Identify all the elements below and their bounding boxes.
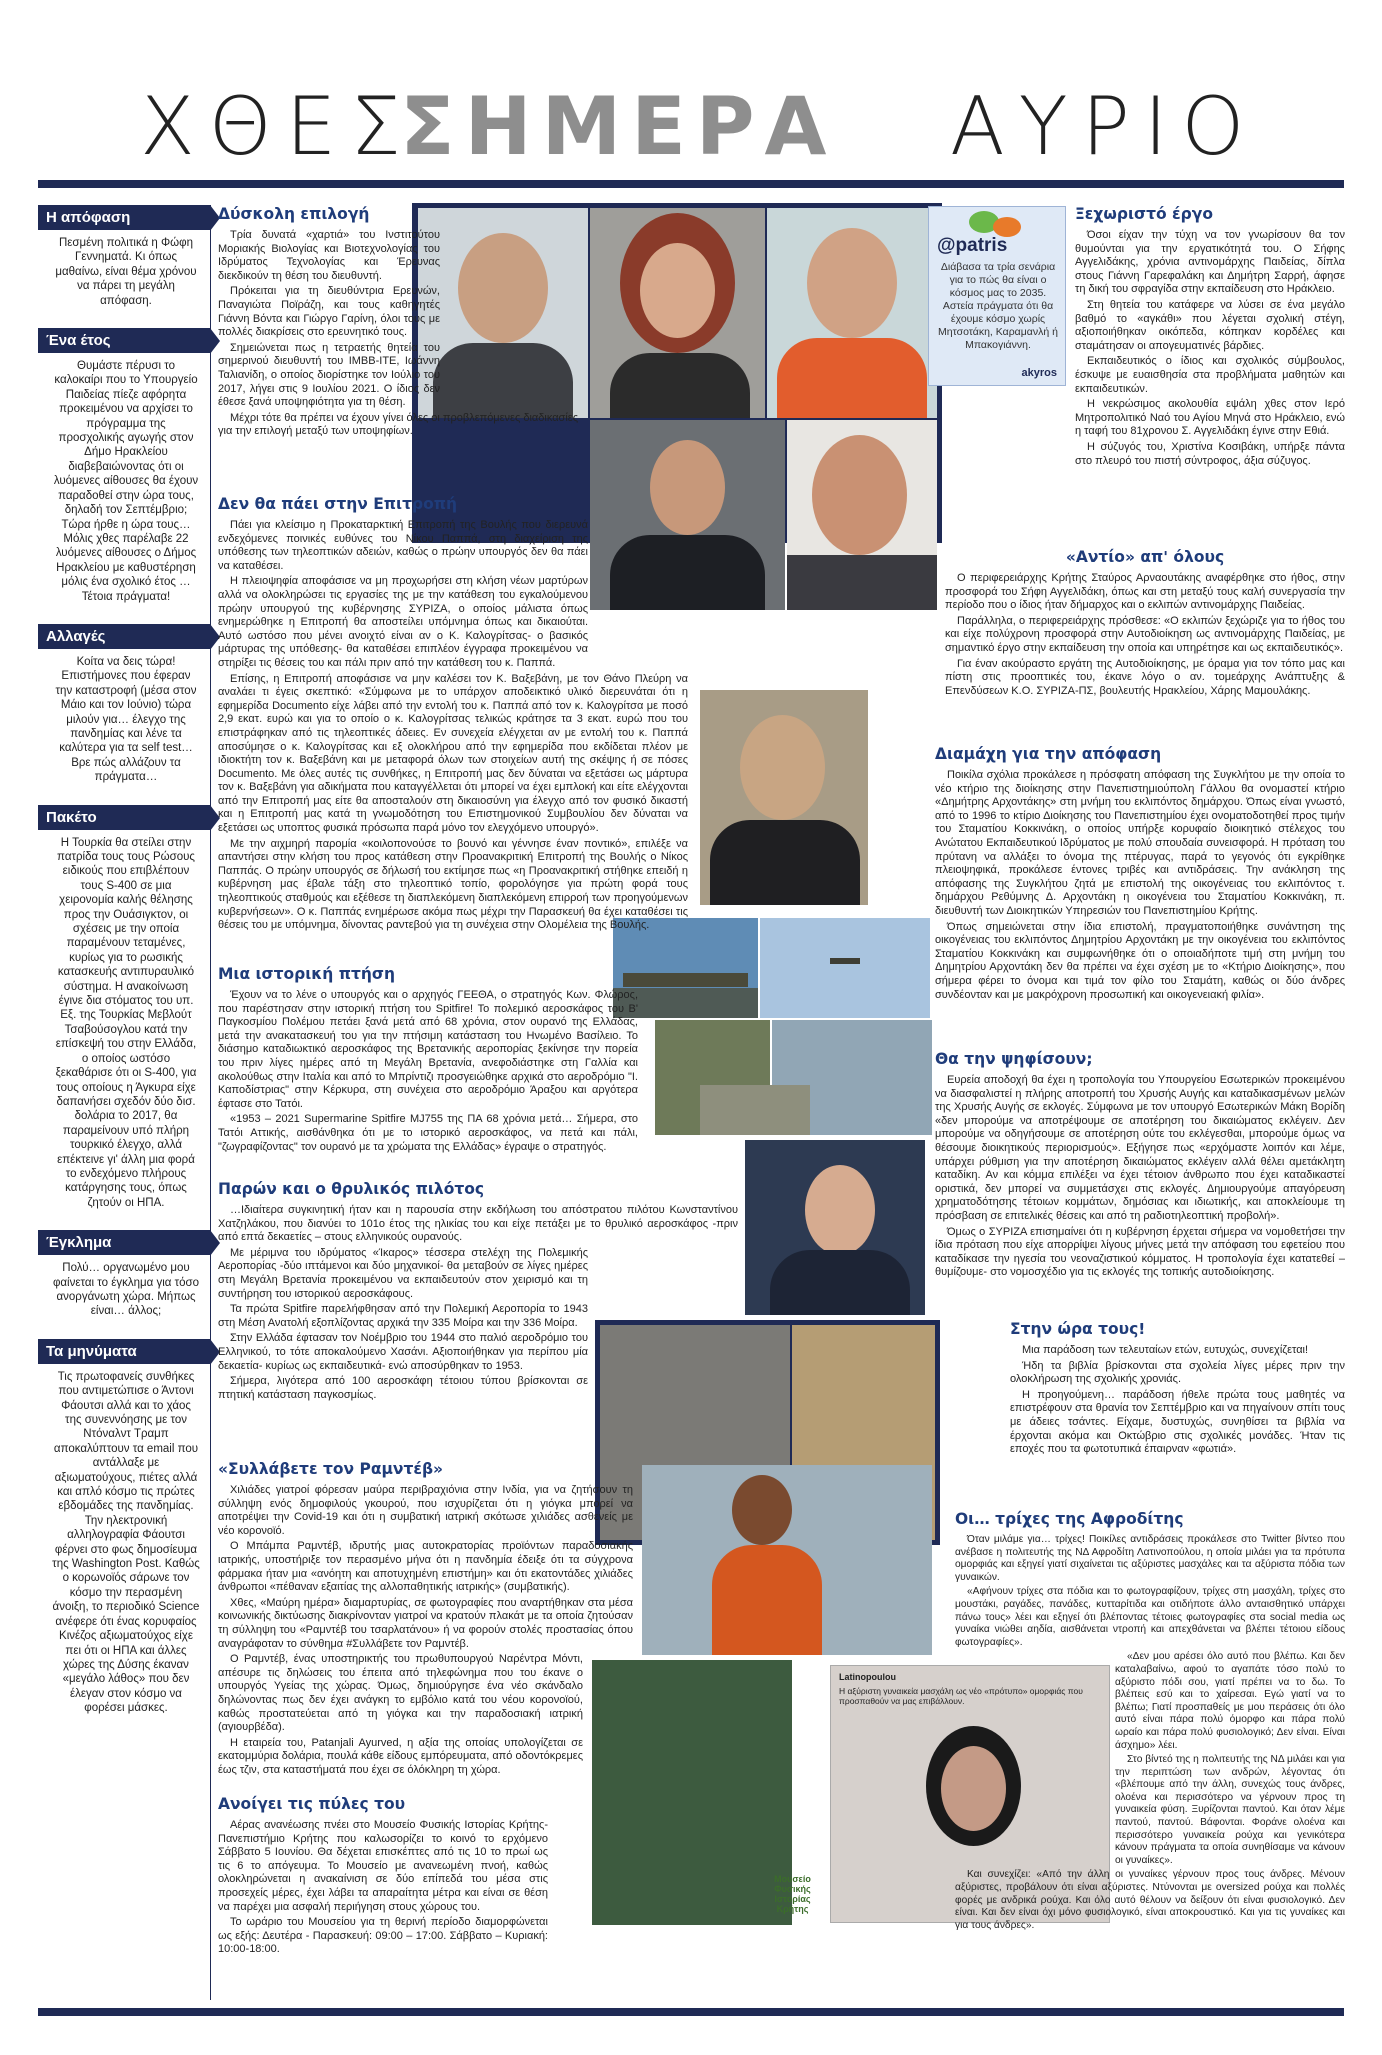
sidebar-heading: Έγκλημα bbox=[38, 1230, 210, 1255]
article-para: Έχουν να το λένε ο υπουργός και ο αρχηγός ΓΕΕΘΑ, ο στρατηγός Κων. Φλώρος, που παρέστησαν στην ιστορική πτήση του Spitfire! Το πολεμικό αεροσκάφος του Β' Παγκοσμίου Πολέμου πετάει ξανά μετά από 68 χρόνια, στον ουρανό της Ελλάδας, μετά την ανακατασκευή του για την πτήσιμη κατάσταση του Ηνωμένο Βασίλειο. Το διάσημο καταδιωκτικό αεροσκάφος της Βρετανικής αεροπορίας ξεκίνησε την πορεία του πριν λίγες ημέρες από τη Μεγάλη Βρετανία, ανεφοδιάστηκε στη Γαλλία και ακολούθως στην Ιταλία και από το Μπρίντιζι προσγειώθηκε αρχικά στο αεροδρόμιο "Ι. Καποδίστριας" στην Κέρκυρα, στη συνέχεια στο αεροδρόμιο Άραξου και αργότερα έφτασε στο Τατόι. bbox=[218, 989, 638, 1110]
sidebar-heading: Η απόφαση bbox=[38, 205, 210, 230]
article-istoriki-ptisi bbox=[218, 965, 638, 1156]
article-title: Δύσκολη επιλογή bbox=[218, 205, 370, 223]
article-para: …Ιδιαίτερα συγκινητική ήταν και η παρουσία στην εκδήλωση του απόστρατου πιλότου Κωνσταντίνου Χατζηλάκου, που διανύει το 101ο έτος της ηλικίας του και είχε πετάξει με το θρυλικό αεροσκάφος -πριν από επτά δεκαετίες – στους ελληνικούς ουρανούς. bbox=[218, 1204, 738, 1244]
sidebar-text: Θυμάστε πέρυσι το καλοκαίρι που το Υπουργείο Παιδείας πίεζε αφόρητα προκειμένου να αρχίσει το πρόγραμμα της προσχολικής αγωγής στον Δήμο Ηρακλείου διαβεβαιώνοντας ότι οι λυόμενες αίθουσες θα έχουν παραδοθεί στην ώρα τους, δηλαδή τον Σεπτέμβριο; Τώρα ήρθε η ώρα τους… Μόλις χθες παρέλαβε 22 λυόμενες αίθουσες ο Δήμος Ηρακλείου με καθυστέρηση μόλις ένα σχολικό έτος … Τέτοια πράγματα! bbox=[53, 360, 199, 603]
sidebar-heading: Ένα έτος bbox=[38, 328, 210, 353]
sidebar-text: Πολύ… οργανωμένο μου φαίνεται το έγκλημα για τόσο ανοργάνωτη χώρα. Μήπως είναι… άλλος; bbox=[52, 1262, 200, 1318]
sidebar-section bbox=[38, 805, 210, 1217]
article-para: Για έναν ακούραστο εργάτη της Αυτοδιοίκησης, με όραμα για τον τόπο μας και πίστη στις προοπτικές του, έκανε λόγο ο αν. τομεάρχης Ανάπτυξης & Επενδύσεων Κ.Ο. ΣΥΡΙΖΑ-ΠΣ, βουλευτής Ηρακλείου, Χάρης Μαμουλάκης. bbox=[945, 657, 1345, 697]
sidebar-text: Η Τουρκία θα στείλει στην πατρίδα τους τους Ρώσους ειδικούς που επιβλέπουν τους S-400 σε μια χειρονομία καλής θέλησης προς την Ουάσιγκτον, οι σχέσεις με την οποία παραμένουν τεταμένες, κυρίως για το ρωσικής κατασκευής αντιπυραυλικό σύστημα. Η ανακοίνωση έγινε δια στόματος του υπ. Εξ. της Τουρκίας Μεβλούτ Τσαβούσογλου κατά την επίσκεψή του στην Ελλάδα, ο οποίος ωστόσο ξεκαθάρισε ότι οι S-400, για τους οποίους η Άγκυρα είχε δαπανήσει σχεδόν δύο δισ. δολάρια το 2017, θα παραμείνουν υπό πλήρη τουρκικό έλεγχο, αλλά επέκτεινε γι' άλλη μια φορά το ενδεχόμενο πλήρους κατάργησης τους, όπως ζητούν οι ΗΠΑ. bbox=[55, 836, 197, 1209]
top-rule bbox=[38, 180, 1344, 188]
article-para: Χιλιάδες γιατροί φόρεσαν μαύρα περιβραχιόνια στην Ινδία, για να ζητήσουν τη σύλληψη ενός δημοφιλούς γκουρού, που ισχυρίζεται ότι η γιόγκα μπορεί να αποτρέψει την Covid-19 και ότι η συμβατική ιατρική σκότωσε χιλιάδες ασθενείς με νέο κορονοϊό. bbox=[218, 1484, 633, 1537]
article-para: Τρία δυνατά «χαρτιά» του Ινστιτούτου Μοριακής Βιολογίας και Βιοτεχνολογίας του Ιδρύματος Τεχνολογίας και Έρευνας διεκδικούν τη θέση του διευθυντή. bbox=[218, 229, 440, 282]
article-para: Ευρεία αποδοχή θα έχει η τροπολογία του Υπουργείου Εσωτερικών προκειμένου να διασφαλιστεί η πλήρης αποτροπή του Χρυσής Αυγής και καταδικασμένων μελών της Χρυσής Αυγής σε εκλογές. Σύμφωνα με τον υπουργό Εσωτερικών Μάκη Βορίδη «δεν μπορούμε να αποτρέψουμε σε αποτέρηση του δικαιώματος εκλέγειν. Δεν μπορούμε να οδηγήσουμε σε αποτέρηση ούτε του εκλέγεσθαι, μπορούμε όμως να θέσουμε διοικητικούς περιορισμούς». Εξήγησε πως «ερχόμαστε λοιπόν και λέμε, υπάρχει ρύθμιση για την αποτέρηση δικαιώματος εκλέγειν αλλά θέλει αμετάκλητη καταδίκη. Αν και κόμμα επιλέξει να έχει τέτοιον άνθρωπο που έχει καταδικαστεί οριστικά, δεν μπορεί να συμμετάσχει στις εκλογές. Δημιουργούμε απαγόρευση χρηματοδότησης τέτοιων κομμάτων, δημόσιας και ιδιωτικής, και αποκλείουμε τη πρόσβαση σε επιτελικές θέσεις και από τη ραδιοτηλεοπτική προβολή». bbox=[935, 1074, 1345, 1222]
article-title: Δεν θα πάει στην Επιτροπή bbox=[218, 495, 458, 513]
article-para: Όσοι είχαν την τύχη να τον γνωρίσουν θα τον θυμούνται για την εργατικότητά του. Ο Σήφης Αγγελιδάκης, χρόνια αντινομάρχης Παιδείας, δίπλα στους Γιάννη Γαρεφαλάκη και Δημήτρη Σαρρή, άφησε τη δική του σφραγίδα στην εκπαίδευση στο Ηράκλειο. bbox=[1075, 229, 1345, 296]
article-title: Θα την ψηφίσουν; bbox=[935, 1050, 1093, 1068]
article-para: Η νεκρώσιμος ακολουθία εψάλη χθες στον Ιερό Μητροπολιτικό Ναό του Αγίου Μηνά στο Ηράκλειο, ενώ η ταφή του 81χρονου Σ. Αγγελιδάκη έγινε στην Εθιά. bbox=[1075, 398, 1345, 438]
article-para: Η εταιρεία του, Patanjali Ayurved, η αξία της οποίας υπολογίζεται σε εκατομμύρια δολάρια, πουλά κάθε είδους εμπόρευματα, από οδοντόκρεμες έως τζιν, στα καταστήματά που έχει σε όλόκληρη τη χώρα. bbox=[218, 1736, 583, 1776]
sidebar-text: Πεσμένη πολιτικά η Φώφη Γεννηματά. Κι όπως μαθαίνω, είναι θέμα χρόνου να πάρει τη μεγάλη απόφαση. bbox=[55, 237, 197, 307]
museum-logo: Μουσείο Φυσικής Ιστορίας Κρήτης bbox=[774, 1874, 811, 1914]
portrait-photo bbox=[418, 208, 588, 418]
article-para: Το ωράριο του Μουσείου για τη θερινή περίοδο διαμορφώνεται ως εξής: Δευτέρα - Παρασκευή: 09:00 – 17:00. Σάββατο – Κυριακή: 10:00-18:00. bbox=[218, 1916, 548, 1956]
article-title: Παρών και ο θρυλικός πιλότος bbox=[218, 1180, 485, 1198]
masthead-word-avrio: ΑΥΡΙΟ bbox=[950, 80, 1259, 173]
portrait-photo bbox=[787, 420, 937, 610]
patris-box bbox=[928, 206, 1066, 386]
article-para: Και συνεχίζει: «Από την άλλη οι γυναίκες γέρνουν προς τους άνδρες. Μένουν αξύριστες, προβάλουν ότι είναι αξύριστες. Ντύνονται με oversized ρούχα και πολλές φορές με ανδρικά ρούχα. Και όλο αυτό θέλουν να δείξουν ότι είναι φυσιολογικό. Δεν είναι. Και δεν είναι όχι μόνο φυσιολογικό, είναι αποκρουστικό. Και για τις γυναίκες και για τους άνδρες». bbox=[955, 1869, 1345, 1931]
sidebar-section bbox=[38, 205, 210, 314]
article-para: Σήμερα, λιγότερα από 100 αεροσκάφη τέτοιου τύπου βρίσκονται σε πτητική κατάσταση παγκοσμίως. bbox=[218, 1375, 588, 1401]
article-para: «Αφήνουν τρίχες στα πόδια και το φωτογραφίζουν, τρίχες στη μασχάλη, τρίχες στο μουστάκι, ραγάδες, πανάδες, κυτταρίτιδα και οτιδήποτε άλλο ανταισθητικό υπάρχει πάνω τους» λέει και εξηγεί ότι βλέποντας τέτοιες φωτογραφίες στα social media ως γυναίκα νιώθει αηδία, αισθάνεται ντροπή και απεχθάνεται να βλέπει τέτοιου είδους φωτογραφίες». bbox=[955, 1586, 1345, 1648]
sidebar-section bbox=[38, 1230, 210, 1325]
bottom-rule bbox=[38, 2008, 1344, 2016]
article-para: «1953 – 2021 Supermarine Spitfire MJ755 της ΠΑ 68 χρόνια μετά… Σήμερα, στο Τατόι Αττικής, αισθάνθηκα ότι με το ιστορικό αεροσκάφος, να πετά και πάλι, "ζωγραφίζοντας" τον ουρανό με τα χρώματα της Ελλάδας» έγραψε ο στρατηγός. bbox=[218, 1113, 638, 1153]
article-para: Με μέριμνα του ιδρύματος «Ίκαρος» τέσσερα στελέχη της Πολεμικής Αεροπορίας -δύο ιπτάμενοι και δύο μηχανικοί- θα μεταβούν σε λίγες ημέρες στη Μεγάλη Βρετανία προκειμένου να εκπαιδευτούν στον χειρισμό και τη συντήρηση του ιστορικού αεροσκάφους. bbox=[218, 1246, 588, 1300]
article-para: Όταν μιλάμε για… τρίχες! Ποικίλες αντιδράσεις προκάλεσε στο Twitter βίντεο που ανέβασε η πολιτευτής της ΝΔ Αφροδίτη Λατινοπούλου, η οποία μιλάει για τα πρότυπα ομορφιάς και εξηγεί γιατί σιχαίνεται τις αξύριστες μασχάλες και τα αξύριστα πόδια των γυναικών. bbox=[955, 1534, 1345, 1583]
masthead-word-xthes: ΧΘΕΣ bbox=[140, 80, 415, 173]
article-para: Στη θητεία του κατάφερε να λύσει σε ένα μεγάλο βαθμό το «αγκάθι» που λέγεται σχολική στέγη, αξιοποιήθηκαν οικόπεδα, κόπηκαν κορδέλες και σταμάτησαν οι απογευματινές βάρδιες. bbox=[1075, 298, 1345, 352]
article-para: Στο βίντεό της η πολιτευτής της ΝΔ μιλάει και για την περιπτώση των ανδρών, λέγοντας ότι «βλέπουμε από την άλλη, συνεχώς τους άνδρες, ολοένα και περισσότερο να γέρνουν προς τη γυναικεία φύση. Ξυρίζονται παντού. Και όταν λέμε παντού, παντού. Βάφονται. Φοράνε ολοένα και περισσότερο γυναικεία ρούχα και γενικότερα κάνουν πράγματα τα οποία συνηθίσαμε να κάνουν οι γυναίκες». bbox=[1115, 1754, 1345, 1866]
article-den-tha-paei bbox=[218, 495, 688, 935]
article-para: Όπως σημειώνεται στην ίδια επιστολή, πραγματοποιήθηκε συνάντηση της οικογένειας του εκλιπόντος Δημητρίου Αρχοντάκη με την οικογένεια του εκλιπόντος Σταματίου Κοκκινάκη και συμφωνήθηκε ότι ο οποιαδήποτε τιμή στη μνήμη του Δημητρίου Αρχοντάκη δεν θα πρέπει να έχει σχέση με το «Κτήριο Διοίκησης», που σήμερα φέρει το όνομα και τιμά τον φίλο του Σταμάτη, καθώς οι δύο άνδρες συνδέονταν και με μακρόχρονη προσωπική και οικογενειακή φιλία». bbox=[935, 920, 1345, 1001]
patris-title: @patris bbox=[937, 235, 1008, 256]
masthead bbox=[0, 0, 1382, 180]
article-para: Αέρας ανανέωσης πνέει στο Μουσείο Φυσικής Ιστορίας Κρήτης-Πανεπιστήμιο Κρήτης που καλωσορίζει το κοινό το ερχόμενο Σάββατο 5 Ιουνίου. Θα δέχεται επισκέπτες από τις 10 το πρωί ως τις 6 το απόγευμα. Το Μουσείο με ανανεωμένη πνοή, καθώς ολοκληρώνεται η ανακαίνιση σε δύο επίπεδά του μέσα στις προσεχείς μέρες, έχει λάβει τα απαραίτητα μέτρα και είναι σε θέση να παρέχει μια ασφαλή περιήγηση στους χώρους του. bbox=[218, 1819, 548, 1913]
article-para: Ο Μπάμπα Ραμντέβ, ιδρυτής μιας αυτοκρατορίας προϊόντων παραδοσιακής ιατρικής, υποστήριξε τον περασμένο μήνα ότι η πανδημία έδειξε ότι τα σύγχρονα φάρμακα ήταν μια «ανόητη και αποτυχημένη επιστήμη» και ότι εκατοντάδες χιλιάδες άνθρωποι «πέθαναν εξαιτίας της αλλοπαθητικής ιατρικής» (συμβατικής). bbox=[218, 1540, 633, 1594]
article-title: Στην ώρα τους! bbox=[1010, 1320, 1146, 1338]
article-thrylikos-pilotos bbox=[218, 1180, 738, 1404]
article-title: Ανοίγει τις πύλες του bbox=[218, 1795, 406, 1813]
masthead-word-simera: ΣΗΜΕΡΑ bbox=[400, 80, 837, 173]
ceremony-photo bbox=[700, 1085, 810, 1135]
article-para: Η πλειοψηφία αποφάσισε να μη προχωρήσει στη κλήση νέων μαρτύρων αλλά να ολοκληρώσει τις εργασίες της με την κατάθεση του εγκαλούμενου πρώην υπουργού της κυβέρνησης ΣΥΡΙΖΑ, ο οποίος μάλιστα όπως ενημερώθηκε η Επιτροπή θα αποστείλει υπόμνημα όπως και δικαιούται. Αυτό ωστόσο που μένει ανοιχτό είναι αν ο Κ. Καλογρίτσας- ο βασικός μάρτυρας της υπόθεσης- θα καταθέσει επιπλέον έγγραφα προκειμένου να στηρίξει τις θέσεις του και πάλι πριν από την κατάθεση του κ. Παππά. bbox=[218, 575, 588, 669]
tweet-text: Η αξύριστη γυναικεία μασχάλη ως νέο «πρότυπο» ομορφιάς που προσπαθούν να μας επιβάλλουν. bbox=[839, 1686, 1083, 1706]
article-para: Εκπαιδευτικός ο ίδιος και σχολικός σύμβουλος, έσκυψε με ευαισθησία στα προβλήματα μαθητών και εκπαιδευτικών. bbox=[1075, 355, 1345, 395]
article-para: Ο περιφερειάρχης Κρήτης Σταύρος Αρναουτάκης αναφέρθηκε στο ήθος, στην προσφορά του Σήφη Αγγελιδάκη, όπως και στη μεταξύ τους καλή συνεργασία την περίοδο που ο ίδιος ήταν δήμαρχος και ο εκλιπών αντινομάρχης Παιδείας. bbox=[945, 572, 1345, 612]
article-para: Επίσης, η Επιτροπή αποφάσισε να μην καλέσει τον Κ. Βαξεβάνη, με τον Θάνο Πλεύρη να αναλάει τι έγεις σκεπτικό: «Σύμφωνα με το υπάρχον αποδεικτικό υλικό διερευνάται ότι η εφημερίδα Documento είχε λάβει από την εντολή του κ. Παππά από τον κ. Καλογρίτσα με ποσό 2,9 εκατ. ευρώ και για το οποίο ο κ. Καλογρίτσας τελικώς κράτησε τα 3 εκατ. ευρώ που του επιστράφηκαν από τις τηλεοπτικές άδειες. Εν συνεχεία ελέγχεται αν με εντολή του κ. Παππά αποσύμησε ο κ. Καλογρίτσας και εξ ολοκλήρου από την εφημερίδα που εκδίδεται πλέον με ιδιοκτήτη τον κ. Βαξεβάνη και με μεταφορά όλων των στοιχείων αυτή της σκέψης ή σε πόσες Documento. Με όλες αυτές τις συνθήκες, η Επιτροπή μας δεν δύναται να εξετάσει ως μάρτυρα τον κ. Βαξεβάνη για αδικήματα που καταγγέλλεται ότι μπορεί να έχει εμπλοκή και είτε ελέγχονται από την Επιτροπή μας είτε θα αποσταλούν στη δικαιοσύνη για έλεγχο από τον φυσικό δικαστή και η Επιτροπή μας κατά τη γνωμοδότηση του Επιστημονικού Συμβουλίου δεν δύναται να εξετάσει ως υποπτος φυσικά πρόσωπα παρά μόνο τον ελεγχόμενο υπουργό». bbox=[218, 672, 688, 835]
article-para: Χθες, «Μαύρη ημέρα» διαμαρτυρίας, σε φωτογραφίες που αναρτήθηκαν στα μέσα κοινωνικής δικτύωσης διακρίνονταν γιατροί να κρατούν πλακάτ με τα οποία ζητούσαν τη σύλληψη του «Ραμντέβ του τσαρλατάνου» ή να φορούν στολές προστασίας όπου αναγράφοταν το σύνθημα #Συλλάβετε τον Ραμντέβ. bbox=[218, 1596, 633, 1650]
tweet-author: Latinopoulou bbox=[839, 1672, 896, 1682]
article-para: Ήδη τα βιβλία βρίσκονται στα σχολεία λίγες μέρες πριν την ολοκλήρωση της σχολικής χρονιάς. bbox=[1010, 1359, 1345, 1386]
sidebar-heading: Τα μηνύματα bbox=[38, 1339, 210, 1364]
article-title: Μια ιστορική πτήση bbox=[218, 965, 396, 983]
archontakis-portrait bbox=[700, 690, 868, 905]
portrait-photo bbox=[767, 208, 937, 418]
sidebar-heading: Πακέτο bbox=[38, 805, 210, 830]
article-ramdev bbox=[218, 1460, 633, 1779]
article-stin-ora-tous bbox=[1010, 1320, 1345, 1459]
sidebar-section bbox=[38, 328, 210, 610]
voridis-photo bbox=[745, 1140, 925, 1315]
pappas-photo bbox=[590, 420, 785, 610]
article-para: «Δεν μου αρέσει όλο αυτό που βλέπω. Και δεν καταλαβαίνω, αφού το αγαπάτε τόσο πολύ το αξύριστο πόδι σου, γιατί πρέπει να το δω. Το βλέπεις εσύ και το χαίρεσαι. Εγώ γιατί να το βλέπω; Γιατί προσπαθείς με μου περάσεις ότι όλο αυτό είναι πάρα πολύ όμορφο και πάρα πολύ ωραίο και πάρα πολύ φυσιολογικό; Δεν είναι. Είναι άσχημο» λέει. bbox=[1115, 1651, 1345, 1751]
article-para: Πάει για κλείσιμο η Προκαταρκτική Επιτροπή της Βουλής που διερευνά ενδεχόμενες ποινικές ευθύνες του Νίκου Παππά, στη διαχείριση της υπόθεσης των τηλεοπτικών αδειών, καθώς ο πρώην υπουργός δεν θα πάει να καταθέσει. bbox=[218, 519, 588, 572]
article-title: «Αντίο» απ' όλους bbox=[1065, 548, 1225, 566]
article-para: Όμως ο ΣΥΡΙΖΑ επισημαίνει ότι η κυβέρνηση έρχεται σήμερα να νομοθετήσει την ίδια πρόταση που είχε απορρίψει λίγους μήνες μετά την απόφαση του εφετείου που καταδίκασε την ηγεσία του νεοναζιστικού κόμματος. Η τροπολογία έχει κατατεθεί – θυμίζουμε- στο νομοσχέδιο για τις εκλογές της τοπικής αυτοδιοίκησης. bbox=[935, 1225, 1345, 1279]
ramdev-photo bbox=[642, 1465, 932, 1655]
article-tha-tin-psifisoun bbox=[935, 1050, 1345, 1282]
article-para: Σημειώνεται πως η τετραετής θητεία του σημερινού διευθυντή του ΙΜΒΒ-ΙΤΕ, Ιωάννη Ταλιανίδη, ο οποίος διορίστηκε τον Ιούλιο του 2017, λήγει στις 9 Ιουλίου 2021. Ο ίδιος δεν έθεσε ξανά υποψηφιότητα για τη θέση. bbox=[218, 341, 440, 409]
spitfire-flight-photo bbox=[760, 918, 930, 1018]
article-para: Με την αιχμηρή παρομία «κοιλοπονούσε το βουνό και γέννησε έναν ποντικό», επιλέξε να απαντήσει στην κλήση του προς κατάθεση στην Προανακριτική Επιτροπή της Βουλής ο Νίκος Παππάς. Ο πρώην υπουργός σε δήλωσή του εκτίμησε πως «η Προανακριτική στήθηκε επειδή η κυβέρνηση μας έβαλε τάξη στο τηλεοπτικό τοπίο, φορολόγησε για πρώτη φορά τους τηλεοπτικούς σταθμούς και εξέθεσε τη διαπλεκόμενη διαπλεκόμενη επιρροή των προηγούμενων κυβερνήσεων». Ο κ. Παππάς ενημέρωσε ακόμα πως μέχρι την Παρασκευή θα έχει καταθέσει τις θέσεις του με υπόμνημα, δίνοντας ραντεβού για τη συνέχεια στην Ολομέλεια της Βουλής. bbox=[218, 837, 688, 932]
article-xexoristo-ergo bbox=[1075, 205, 1345, 470]
article-dyskoli-epilogi bbox=[218, 205, 578, 441]
sidebar-section bbox=[38, 624, 210, 791]
article-para: Η σύζυγός του, Χριστίνα Κοσιβάκη, υπήρξε πάντα στο πλευρό του πιστή σύντροφος, άξια σύζυγος. bbox=[1075, 440, 1345, 467]
article-diamachi bbox=[935, 745, 1345, 1004]
sidebar-heading: Αλλαγές bbox=[38, 624, 210, 649]
article-anoigei-tis-pyles bbox=[218, 1795, 548, 1959]
article-para: Τα πρώτα Spitfire παρελήφθησαν από την Πολεμική Αεροπορία το 1943 στη Μέση Ανατολή εξοπλίζοντας αρχικά την 335 Μοίρα και την 336 Μοίρα. bbox=[218, 1303, 588, 1329]
article-triches-afroditis bbox=[955, 1510, 1345, 1934]
article-title: «Συλλάβετε τον Ραμντέβ» bbox=[218, 1460, 444, 1478]
left-sidebar bbox=[38, 205, 210, 2000]
article-para: Ποικίλα σχόλια προκάλεσε η πρόσφατη απόφαση της Συγκλήτου με την οποία το νέο κτήριο της διοίκησης στην Πανεπιστημιούπολη Γάλλου θα ονομαστεί κτήριο «Δημήτρης Αρχοντάκης» στη μνήμη του εκλιπόντος δημάρχου. Όπως είναι γνωστό, από το 1996 το κτίριο Διοίκησης του Πανεπιστημίου έχει ονοματοδοτηθεί προς τιμήν του Σταματίου Κοκκινάκη, ο οποίος υπήρξε κορυφαίο διοικητικό στέλεχος του Ανώτατου Εκπαιδευτικού Ιδρύματος με πολύ σπουδαία συνεισφορά. Η πρόταση του πρύτανη να αλλάξει το όνομα της πτέρυγας, παρά το γεγονός ότι εγκρίθηκε πλειοψηφικά, προκάλεσε έντονες τριβές και αντιδράσεις. Την ανάκληση της απόφασης της Συγκλήτου ζητά με επιστολή της οικογένειας του εκλιπόντος τ. δημάρχου Ρεθύμνης Δ. Αρχοντάκη η οικογένεια του Σταματίου Κοκκινάκη, π. διευθυντή των Διοικητικών Υπηρεσιών του Πανεπιστημίου Κρήτης. bbox=[935, 769, 1345, 917]
portrait-photo bbox=[590, 208, 765, 418]
article-antio bbox=[945, 548, 1345, 700]
article-para: Πρόκειται για τη διευθύντρια Ερευνών, Παναγιώτα Ποϊράζη, και τους καθηγητές Γιάννη Βόντα και Γιώργο Γαρίνη, όλοι τους με πολλές διακρίσεις στο ερευνητικό τους. bbox=[218, 285, 440, 339]
article-para: Μέχρι τότε θα πρέπει να έχουν γίνει όλες οι προβλεπόμενες διαδικασίες για την επιλογή μεταξύ των υποψηφίων. bbox=[218, 411, 578, 438]
article-para: Στην Ελλάδα έφτασαν τον Νοέμβριο του 1944 στο παλιό αεροδρόμιο του Ελληνικού, το τότε αποκαλούμενο Χασάνι. Αξιοποιήθηκαν για περίπου μία δεκαετία- κυρίως ως εκπαιδευτικά- ενώ αποσύρθηκαν το 1953. bbox=[218, 1332, 588, 1372]
sidebar-divider bbox=[210, 205, 211, 2000]
article-title: Οι… τρίχες της Αφροδίτης bbox=[955, 1510, 1184, 1528]
article-para: Παράλληλα, ο περιφερειάρχης πρόσθεσε: «Ο εκλιπών ξεχώριζε για το ήθος του και είχε πολύχρονη προσφορά στην Αυτοδιοίκηση ως αντινομάρχης Παιδείας, με σημαντικό έργο στην εκπαίδευση την οποία και υπηρέτησε και ως εκπαιδευτικός». bbox=[945, 614, 1345, 654]
article-para: Ο Ραμντέβ, ένας υποστηρικτής του πρωθυπουργού Ναρέντρα Μόντι, απέσυρε τις δηλώσεις του έπειτα από τηλεφώνημα που του έκανε ο υπουργός Υγείας της χώρας. Όμως, δημιούργησε ένα νέο σκάνδαλο δηλώνοντας πως δεν έχει ανάγκη το εμβόλιο κατά του νέου κορονοϊού, καθώς προστατεύεται από τη γιόγκα και την παραδοσιακή ιατρική (αγιουρβέδα). bbox=[218, 1653, 583, 1734]
article-title: Διαμάχη για την απόφαση bbox=[935, 745, 1162, 763]
article-title: Ξεχωριστό έργο bbox=[1075, 205, 1213, 223]
patris-text: Διάβασα τα τρία σενάρια για το πώς θα είναι ο κόσμος μας το 2035. Αστεία πράγματα ότι θα έχουμε κόσμο χωρίς Μητσοτάκη, Καραμανλή ή Μπακογιάννη. bbox=[938, 261, 1058, 351]
article-para: Η προηγούμενη… παράδοση ήθελε πρώτα τους μαθητές να επιστρέφουν στα θρανία τον Σεπτέμβριο και να πηγαίνουν σπίτι τους με άδειες τσάντες. Είχαμε, δυστυχώς, συνηθίσει τα βιβλία να έρχονται ακόμα και Οκτώβριο στις σχολικές μονάδες. Ήταν τις εποχές που τα φωτοτυπικά έπαιρναν «φωτιά». bbox=[1010, 1388, 1345, 1456]
article-para: Μια παράδοση των τελευταίων ετών, ευτυχώς, συνεχίζεται! bbox=[1022, 1344, 1309, 1356]
sidebar-text: Κοίτα να δεις τώρα! Επιστήμονες που έφεραν την καταστροφή (μέσα στον Μάιο και τον Ιούνιο) τώρα μιλούν για… έλεγχο της πανδημίας και λένε τα καλύτερα για τα self test…Βρε πώς αλλάζουν τα πράγματα… bbox=[55, 655, 197, 784]
patris-signature: akyros bbox=[1021, 367, 1057, 379]
sidebar-text: Τις πρωτοφανείς συνθήκες που αντιμετώπισε ο Άντονι Φάουτσι αλλά και το χάος της συνεννόησης με τον Ντόναλντ Τραμπ αποκαλύπτουν τα email που αντάλλαξε με αξιωματούχους, πιέτες αλλά και απλό κόσμο τις πρώτες εβδομάδες της πανδημίας. Την ηλεκτρονική αλληλογραφία Φάουτσι φέρνει στο φως δημοσίευμα της Washington Post. Καθώς ο κορωνοϊός σάρωνε τον κόσμο την περασμένη άνοιξη, το περιοδικό Science ανέφερε ότι ένας κορυφαίος Κινέζος αξιωματούχος είχε πει ότι οι ΗΠΑ και άλλες χώρες της Δύσης έκαναν «μεγάλο λάθος» που δεν έλεγαν στον κόσμο να φορέσει μάσκες. bbox=[52, 1370, 200, 1715]
sidebar-section bbox=[38, 1339, 210, 1722]
